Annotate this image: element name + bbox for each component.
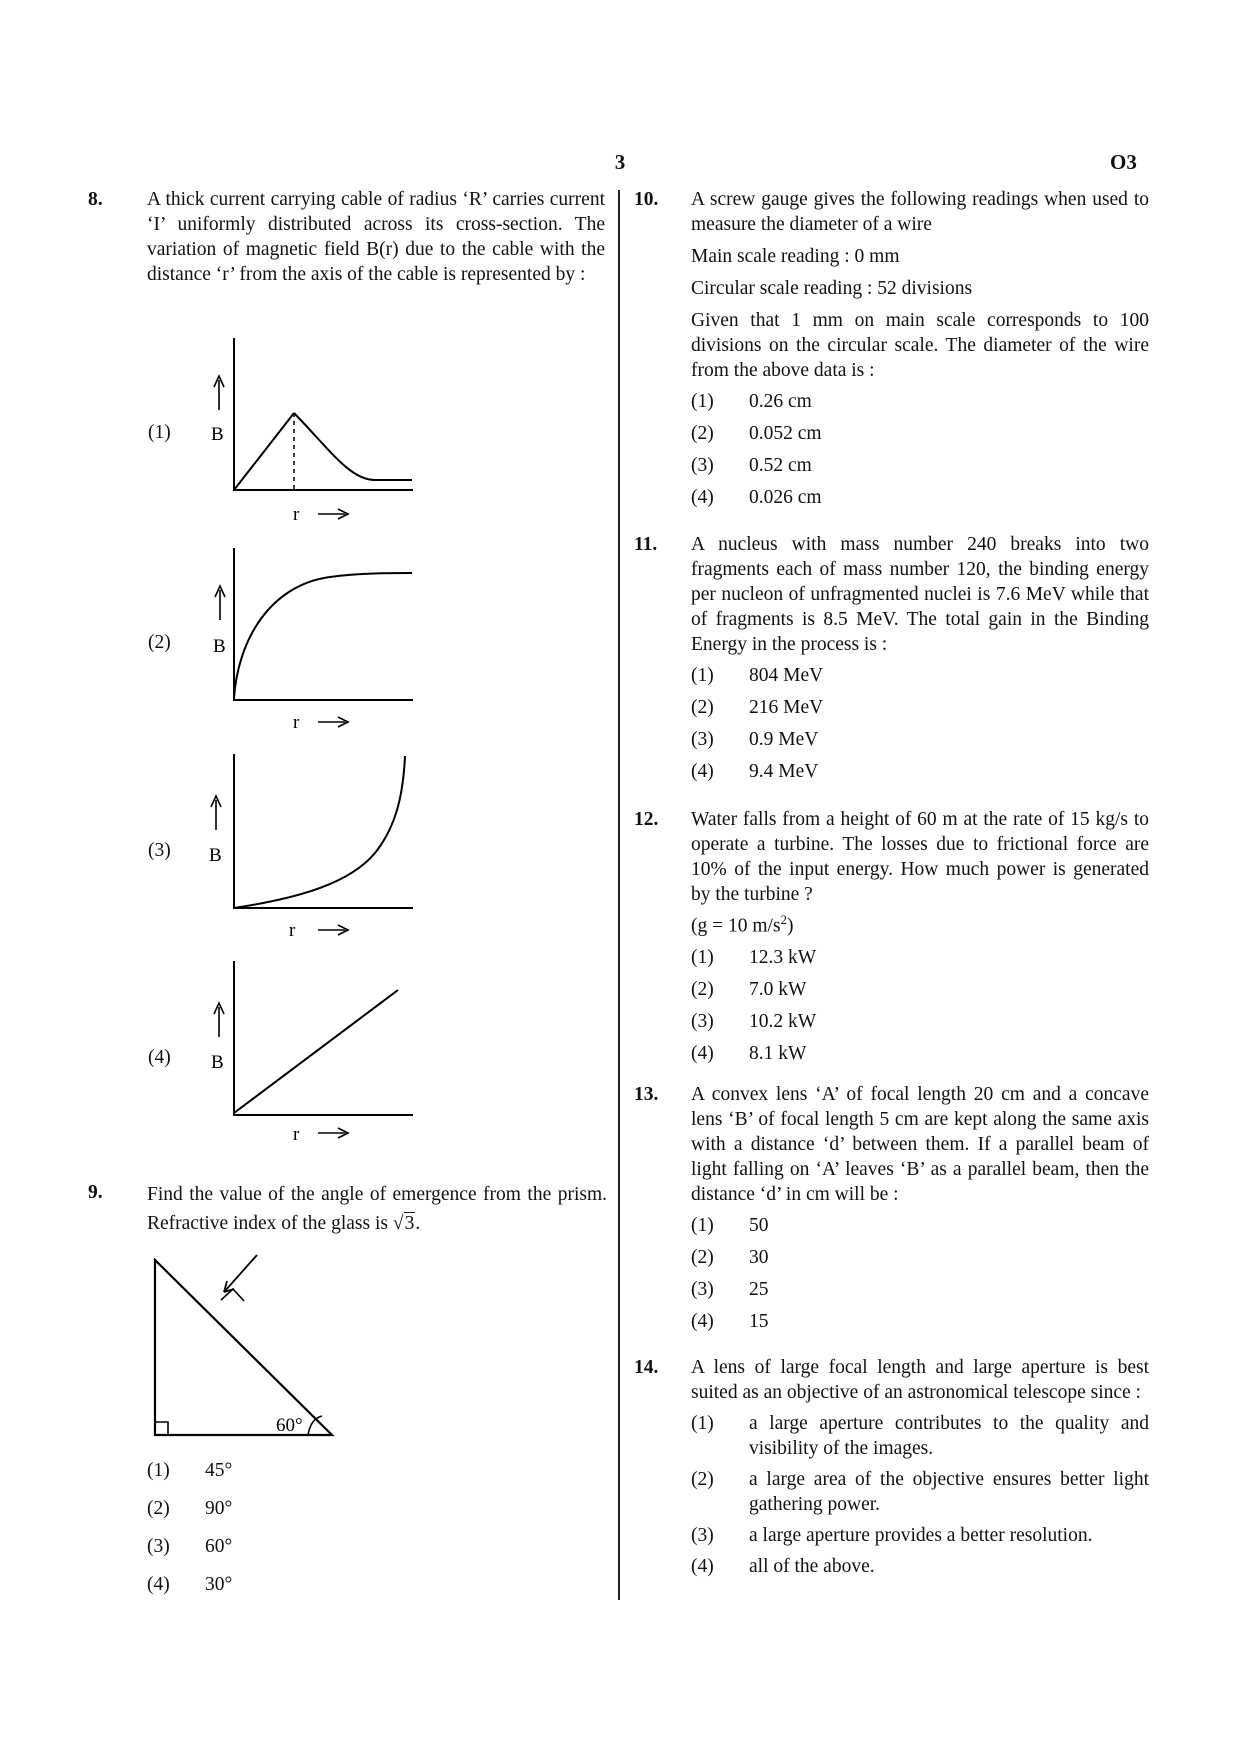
question-10-block (691, 187, 1149, 517)
option-text: 0.26 cm (749, 391, 812, 412)
q8-option-1-label[interactable]: (1) (148, 422, 171, 443)
option-text: a large area of the objective ensures better light gathering power. (749, 1469, 1149, 1515)
option-text: 0.9 MeV (749, 729, 819, 750)
axis-label-b: B (211, 1052, 224, 1073)
question-14-block (691, 1355, 1149, 1579)
option-number: (4) (691, 1556, 714, 1577)
q12-option-3[interactable] (691, 1009, 1149, 1041)
option-text: 216 MeV (749, 697, 824, 718)
prism-triangle (155, 1260, 332, 1435)
option-text: 60° (205, 1536, 233, 1557)
option-text: 12.3 kW (749, 946, 817, 968)
circular-scale-reading: Circular scale reading : 52 divisions (691, 278, 973, 299)
question-14-number: 14. (634, 1357, 659, 1378)
option-number: (4) (147, 1574, 170, 1595)
column-divider (618, 190, 620, 1600)
q14-options (691, 1411, 1149, 1579)
q11-option-1[interactable] (691, 663, 1149, 695)
question-11-block (691, 532, 1149, 791)
option-text: 90° (205, 1498, 233, 1519)
question-9-body: Find the value of the angle of emergence from the prism. Refractive index of the glass is (147, 1184, 607, 1234)
option-text: 30 (749, 1247, 769, 1268)
q9-option-3[interactable] (147, 1534, 447, 1572)
option-text: 0.052 cm (749, 423, 822, 444)
page-number: 3 (614, 150, 626, 174)
given-suffix: ) (787, 915, 794, 937)
question-9-period: . (415, 1213, 421, 1234)
q10-option-2[interactable] (691, 421, 1149, 453)
axis-label-r: r (289, 920, 296, 941)
q11-options (691, 663, 1149, 791)
q8-graph-4 (200, 955, 420, 1155)
q10-option-4[interactable] (691, 485, 1149, 517)
option-number: (1) (691, 391, 714, 412)
q8-graph-3 (200, 748, 420, 948)
option-number: (2) (691, 423, 714, 444)
option-text: 25 (749, 1279, 769, 1300)
q12-option-1[interactable] (691, 945, 1149, 977)
q13-option-3[interactable] (691, 1277, 1149, 1309)
q10-option-3[interactable] (691, 453, 1149, 485)
given-exponent: 2 (780, 912, 788, 927)
curve-linear (234, 990, 398, 1113)
incident-ray (224, 1255, 257, 1292)
q14-option-3[interactable] (691, 1523, 1149, 1548)
option-text: 0.52 cm (749, 455, 812, 476)
given-prefix: (g = 10 m/s (691, 915, 781, 937)
q14-option-4[interactable] (691, 1554, 1149, 1579)
q9-option-2[interactable] (147, 1496, 447, 1534)
option-number: (1) (147, 1460, 170, 1481)
question-12-number: 12. (634, 809, 659, 830)
option-number: (3) (691, 1010, 714, 1032)
option-number: (1) (691, 665, 714, 686)
q13-option-2[interactable] (691, 1245, 1149, 1277)
option-number: (2) (147, 1498, 170, 1519)
axis-label-b: B (209, 845, 222, 866)
right-angle-mark-base (155, 1422, 168, 1435)
q14-option-1[interactable] (691, 1411, 1149, 1461)
question-13-text: A convex lens ‘A’ of focal length 20 cm and a concave lens ‘B’ of focal length 5 cm are kept along the same axis with a distance ‘d’ between them. If a parallel beam of light falling on ‘A’ leaves ‘B’ as a parallel beam, then the distance ‘d’ in cm will be : (691, 1084, 1149, 1205)
option-number: (3) (691, 455, 714, 476)
option-number: (3) (147, 1536, 170, 1557)
option-number: (1) (691, 1413, 714, 1434)
main-scale-reading: Main scale reading : 0 mm (691, 246, 900, 267)
option-text: 15 (749, 1311, 769, 1332)
option-number: (3) (691, 1279, 714, 1300)
curve-linear-rise (234, 413, 294, 490)
prism-diagram (140, 1240, 360, 1450)
option-text: 9.4 MeV (749, 761, 819, 782)
sqrt-expression: √3 (392, 1213, 415, 1234)
question-10-number: 10. (634, 189, 659, 210)
question-9-text (147, 1180, 607, 1238)
option-text: 10.2 kW (749, 1010, 817, 1032)
q12-option-4[interactable] (691, 1041, 1149, 1073)
q12-options (691, 945, 1149, 1073)
question-8-text: A thick current carrying cable of radius ‘R’ carries current ‘I’ uniformly distributed across its cross-section. The variation of magnetic field B(r) due to the cable with the distance ‘r’ from the axis of the cable is represented by : (147, 189, 605, 285)
option-number: (4) (691, 1042, 714, 1064)
q13-options (691, 1213, 1149, 1341)
question-10-given: Given that 1 mm on main scale corresponds to 100 divisions on the circular scale. The diameter of the wire from the above data is : (691, 310, 1149, 381)
q9-option-4[interactable] (147, 1572, 447, 1610)
option-number: (1) (691, 946, 714, 968)
option-number: (3) (691, 729, 714, 750)
option-number: (1) (691, 1215, 714, 1236)
option-text: 30° (205, 1574, 233, 1595)
question-14-text: A lens of large focal length and large aperture is best suited as an objective of an astronomical telescope since : (691, 1357, 1149, 1403)
option-number: (2) (691, 1247, 714, 1268)
option-number: (4) (691, 487, 714, 508)
q8-option-3-label[interactable]: (3) (148, 840, 171, 861)
option-number: (4) (691, 1311, 714, 1332)
q8-graph-1 (200, 330, 420, 530)
question-9-number: 9. (88, 1182, 103, 1203)
question-13-block (691, 1082, 1149, 1341)
given-gravity (691, 907, 1149, 939)
option-text: all of the above. (749, 1556, 875, 1577)
question-12-text: Water falls from a height of 60 m at the rate of 15 kg/s to operate a turbine. The losses due to frictional force are 10% of the input energy. How much power is generated by the turbine ? (691, 809, 1149, 905)
question-8-number: 8. (88, 189, 103, 210)
axis-label-r: r (293, 504, 300, 525)
axis-label-r: r (293, 712, 300, 733)
curve-decay (294, 413, 412, 480)
question-10-text: A screw gauge gives the following readings when used to measure the diameter of a wire (691, 189, 1149, 235)
q8-option-4-label[interactable]: (4) (148, 1047, 171, 1068)
q8-graph-2 (200, 540, 420, 740)
question-13-number: 13. (634, 1084, 659, 1105)
set-code: O3 (1110, 150, 1137, 174)
option-text: a large aperture contributes to the quality and visibility of the images. (749, 1413, 1149, 1459)
option-number: (3) (691, 1525, 714, 1546)
q9-options (147, 1458, 447, 1610)
axis-label-b: B (211, 424, 224, 445)
option-text: 45° (205, 1460, 233, 1481)
q11-option-4[interactable] (691, 759, 1149, 791)
q14-option-2[interactable] (691, 1467, 1149, 1517)
option-text: 0.026 cm (749, 487, 822, 508)
option-text: 8.1 kW (749, 1042, 807, 1064)
option-text: 7.0 kW (749, 978, 807, 1000)
q13-option-4[interactable] (691, 1309, 1149, 1341)
question-11-number: 11. (634, 534, 658, 555)
option-number: (2) (691, 1469, 714, 1490)
curve-rising (234, 756, 405, 908)
q10-options (691, 389, 1149, 517)
axis-label-b: B (213, 636, 226, 657)
question-11-text: A nucleus with mass number 240 breaks into two fragments each of mass number 120, the binding energy per nucleon of unfragmented nuclei is 7.6 MeV while that of fragments is 8.5 MeV. The total gain in the Binding Energy in the process is : (691, 534, 1149, 655)
option-text: 50 (749, 1215, 769, 1236)
q9-option-1[interactable] (147, 1458, 447, 1496)
option-text: a large aperture provides a better resolution. (749, 1525, 1093, 1546)
option-number: (4) (691, 761, 714, 782)
q11-option-3[interactable] (691, 727, 1149, 759)
question-12-block (691, 807, 1149, 1073)
sqrt-radicand: 3 (404, 1213, 415, 1234)
axis-label-r: r (293, 1124, 300, 1145)
option-number: (2) (691, 697, 714, 718)
q13-option-1[interactable] (691, 1213, 1149, 1245)
option-text: 804 MeV (749, 665, 824, 686)
q8-option-2-label[interactable]: (2) (148, 632, 171, 653)
angle-arc (308, 1416, 322, 1435)
angle-label: 60° (276, 1415, 303, 1436)
q11-option-2[interactable] (691, 695, 1149, 727)
option-number: (2) (691, 978, 714, 1000)
curve-saturating (234, 573, 412, 698)
q10-option-1[interactable] (691, 389, 1149, 421)
q12-option-2[interactable] (691, 977, 1149, 1009)
